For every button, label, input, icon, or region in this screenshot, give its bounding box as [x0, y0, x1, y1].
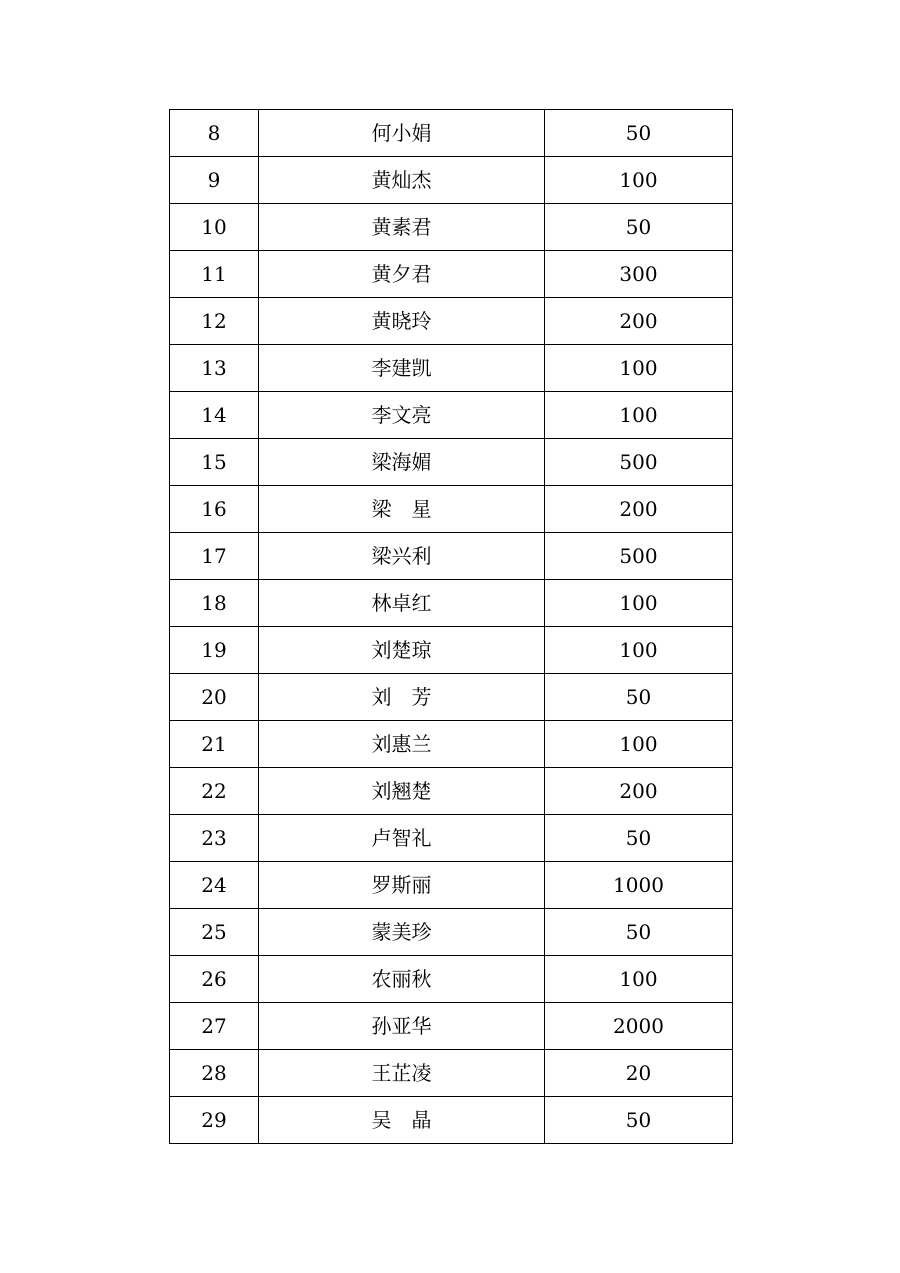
row-number-cell: 17 — [170, 533, 259, 580]
row-number-cell: 14 — [170, 392, 259, 439]
table-row — [170, 1050, 733, 1097]
table-row — [170, 204, 733, 251]
amount-cell: 100 — [545, 345, 733, 392]
row-number-cell: 19 — [170, 627, 259, 674]
amount-cell: 100 — [545, 392, 733, 439]
table-row — [170, 345, 733, 392]
amount-cell: 100 — [545, 580, 733, 627]
row-number-cell: 12 — [170, 298, 259, 345]
amount-cell: 500 — [545, 439, 733, 486]
table-row — [170, 768, 733, 815]
amount-cell: 100 — [545, 721, 733, 768]
row-number-cell: 10 — [170, 204, 259, 251]
amount-cell: 500 — [545, 533, 733, 580]
row-number-cell: 22 — [170, 768, 259, 815]
row-number-cell: 20 — [170, 674, 259, 721]
name-cell: 农丽秋 — [259, 956, 545, 1003]
table-row — [170, 815, 733, 862]
amount-cell: 50 — [545, 110, 733, 157]
name-cell: 梁 星 — [259, 486, 545, 533]
table-row — [170, 110, 733, 157]
table-row — [170, 1097, 733, 1144]
name-cell: 蒙美珍 — [259, 909, 545, 956]
name-cell: 刘惠兰 — [259, 721, 545, 768]
row-number-cell: 28 — [170, 1050, 259, 1097]
table-row — [170, 627, 733, 674]
amount-cell: 20 — [545, 1050, 733, 1097]
name-cell: 王芷凌 — [259, 1050, 545, 1097]
name-cell: 吴 晶 — [259, 1097, 545, 1144]
row-number-cell: 15 — [170, 439, 259, 486]
name-cell: 梁海媚 — [259, 439, 545, 486]
name-cell: 何小娟 — [259, 110, 545, 157]
amount-cell: 200 — [545, 486, 733, 533]
row-number-cell: 27 — [170, 1003, 259, 1050]
name-cell: 孙亚华 — [259, 1003, 545, 1050]
amount-cell: 50 — [545, 909, 733, 956]
table-row — [170, 486, 733, 533]
name-cell: 梁兴利 — [259, 533, 545, 580]
amount-cell: 1000 — [545, 862, 733, 909]
row-number-cell: 24 — [170, 862, 259, 909]
table-row — [170, 251, 733, 298]
amount-cell: 50 — [545, 204, 733, 251]
row-number-cell: 13 — [170, 345, 259, 392]
table-row — [170, 157, 733, 204]
amount-cell: 200 — [545, 768, 733, 815]
row-number-cell: 23 — [170, 815, 259, 862]
name-cell: 卢智礼 — [259, 815, 545, 862]
name-cell: 林卓红 — [259, 580, 545, 627]
name-cell: 黄晓玲 — [259, 298, 545, 345]
row-number-cell: 11 — [170, 251, 259, 298]
table-row — [170, 533, 733, 580]
table-row — [170, 862, 733, 909]
row-number-cell: 26 — [170, 956, 259, 1003]
amount-cell: 300 — [545, 251, 733, 298]
table-row — [170, 674, 733, 721]
amount-cell: 100 — [545, 157, 733, 204]
name-cell: 刘楚琼 — [259, 627, 545, 674]
name-cell: 罗斯丽 — [259, 862, 545, 909]
table-row — [170, 956, 733, 1003]
row-number-cell: 16 — [170, 486, 259, 533]
name-cell: 黄灿杰 — [259, 157, 545, 204]
row-number-cell: 8 — [170, 110, 259, 157]
name-cell: 李建凯 — [259, 345, 545, 392]
table-row — [170, 580, 733, 627]
donation-table — [169, 109, 733, 1144]
amount-cell: 100 — [545, 627, 733, 674]
table-body — [170, 110, 733, 1144]
table-row — [170, 1003, 733, 1050]
table-row — [170, 298, 733, 345]
row-number-cell: 9 — [170, 157, 259, 204]
table-row — [170, 392, 733, 439]
row-number-cell: 18 — [170, 580, 259, 627]
name-cell: 黄素君 — [259, 204, 545, 251]
name-cell: 李文亮 — [259, 392, 545, 439]
row-number-cell: 25 — [170, 909, 259, 956]
amount-cell: 50 — [545, 815, 733, 862]
name-cell: 刘翘楚 — [259, 768, 545, 815]
amount-cell: 50 — [545, 1097, 733, 1144]
table-row — [170, 439, 733, 486]
row-number-cell: 21 — [170, 721, 259, 768]
row-number-cell: 29 — [170, 1097, 259, 1144]
amount-cell: 50 — [545, 674, 733, 721]
amount-cell: 2000 — [545, 1003, 733, 1050]
table-row — [170, 721, 733, 768]
name-cell: 黄夕君 — [259, 251, 545, 298]
amount-cell: 100 — [545, 956, 733, 1003]
name-cell: 刘 芳 — [259, 674, 545, 721]
table-row — [170, 909, 733, 956]
amount-cell: 200 — [545, 298, 733, 345]
